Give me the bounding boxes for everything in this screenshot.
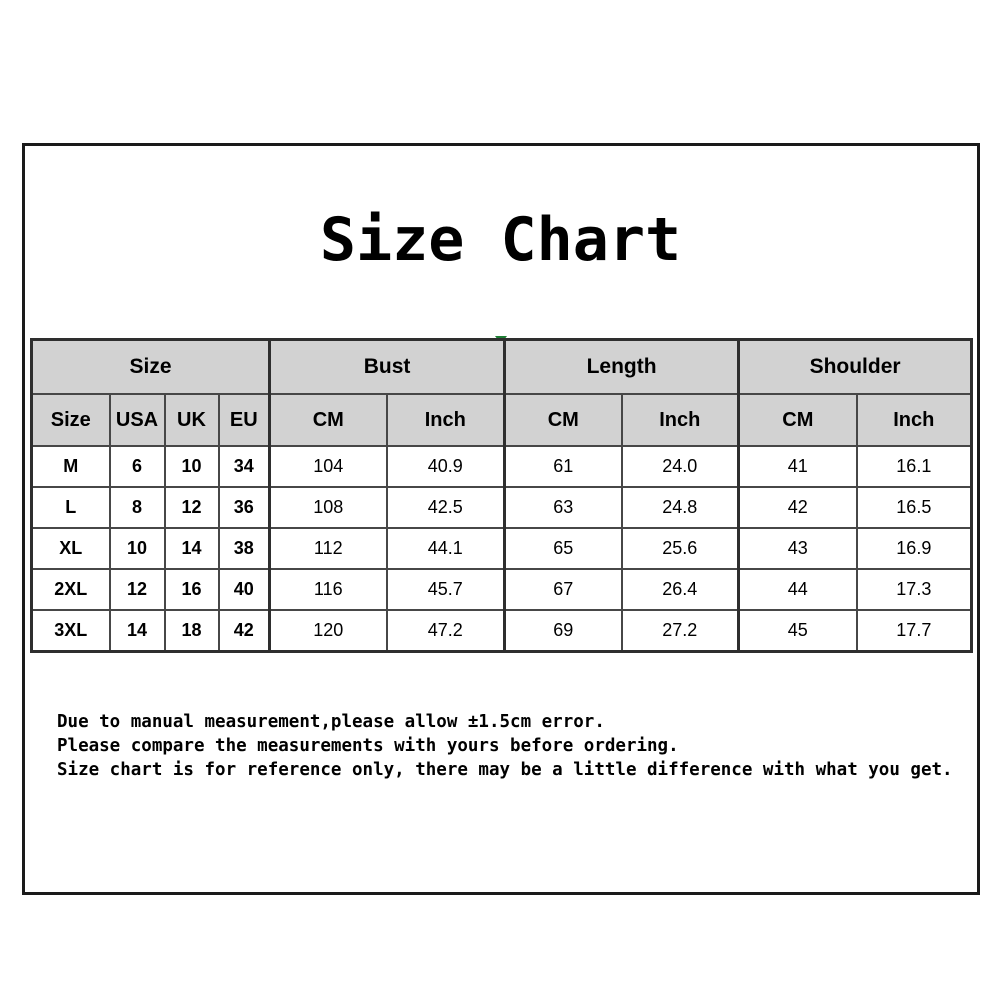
cell: 116	[270, 569, 387, 610]
group-header-bust: Bust	[270, 340, 505, 395]
cell: 10	[110, 528, 165, 569]
cell: 18	[165, 610, 219, 652]
table-row-xl	[32, 528, 972, 569]
column-header-bust-inch: Inch	[387, 394, 505, 446]
table-row-l	[32, 487, 972, 528]
cell: 40	[219, 569, 270, 610]
cell: 65	[505, 528, 622, 569]
cell: 16.5	[857, 487, 972, 528]
group-header-length: Length	[505, 340, 739, 395]
column-header-bust-cm: CM	[270, 394, 387, 446]
table-row-3xl	[32, 610, 972, 652]
cell: 45	[739, 610, 857, 652]
cell: 26.4	[622, 569, 739, 610]
cell: 42.5	[387, 487, 505, 528]
cell: L	[32, 487, 110, 528]
cell: 108	[270, 487, 387, 528]
cell: 63	[505, 487, 622, 528]
table-row-2xl	[32, 569, 972, 610]
column-header-size: Size	[32, 394, 110, 446]
column-header-eu: EU	[219, 394, 270, 446]
cell: 14	[110, 610, 165, 652]
cell: 47.2	[387, 610, 505, 652]
cell: 38	[219, 528, 270, 569]
cell: 12	[110, 569, 165, 610]
column-header-length-cm: CM	[505, 394, 622, 446]
group-header-shoulder: Shoulder	[739, 340, 972, 395]
measurement-notes	[57, 710, 953, 782]
cell: 16.1	[857, 446, 972, 487]
group-header-row	[32, 340, 972, 395]
cell: 42	[219, 610, 270, 652]
note-line: Due to manual measurement,please allow ±1.5cm error.	[57, 712, 605, 732]
cell: 6	[110, 446, 165, 487]
cell: 25.6	[622, 528, 739, 569]
cell: 42	[739, 487, 857, 528]
cell: 2XL	[32, 569, 110, 610]
column-header-uk: UK	[165, 394, 219, 446]
cell: M	[32, 446, 110, 487]
cell: 112	[270, 528, 387, 569]
cell: 14	[165, 528, 219, 569]
note-line: Size chart is for reference only, there may be a little difference with what you get.	[57, 760, 953, 780]
cell: 17.3	[857, 569, 972, 610]
cell: 43	[739, 528, 857, 569]
cell: 16.9	[857, 528, 972, 569]
cell: XL	[32, 528, 110, 569]
cell: 44.1	[387, 528, 505, 569]
cell: 120	[270, 610, 387, 652]
cell: 45.7	[387, 569, 505, 610]
cell: 36	[219, 487, 270, 528]
note-line: Please compare the measurements with yours before ordering.	[57, 736, 679, 756]
column-header-usa: USA	[110, 394, 165, 446]
cell: 69	[505, 610, 622, 652]
cell: 44	[739, 569, 857, 610]
cell: 16	[165, 569, 219, 610]
cell: 12	[165, 487, 219, 528]
column-header-shoulder-cm: CM	[739, 394, 857, 446]
cell: 8	[110, 487, 165, 528]
column-header-length-inch: Inch	[622, 394, 739, 446]
cell: 67	[505, 569, 622, 610]
cell: 10	[165, 446, 219, 487]
cell: 17.7	[857, 610, 972, 652]
cell: 3XL	[32, 610, 110, 652]
cell: 24.0	[622, 446, 739, 487]
cell: 61	[505, 446, 622, 487]
cell: 34	[219, 446, 270, 487]
size-chart-table	[30, 338, 973, 653]
page-title: Size Chart	[319, 205, 682, 275]
cell: 24.8	[622, 487, 739, 528]
cell: 27.2	[622, 610, 739, 652]
cell: 104	[270, 446, 387, 487]
cell: 41	[739, 446, 857, 487]
cell: 40.9	[387, 446, 505, 487]
column-header-shoulder-inch: Inch	[857, 394, 972, 446]
sub-header-row	[32, 394, 972, 446]
group-header-size: Size	[32, 340, 270, 395]
table-row-m	[32, 446, 972, 487]
